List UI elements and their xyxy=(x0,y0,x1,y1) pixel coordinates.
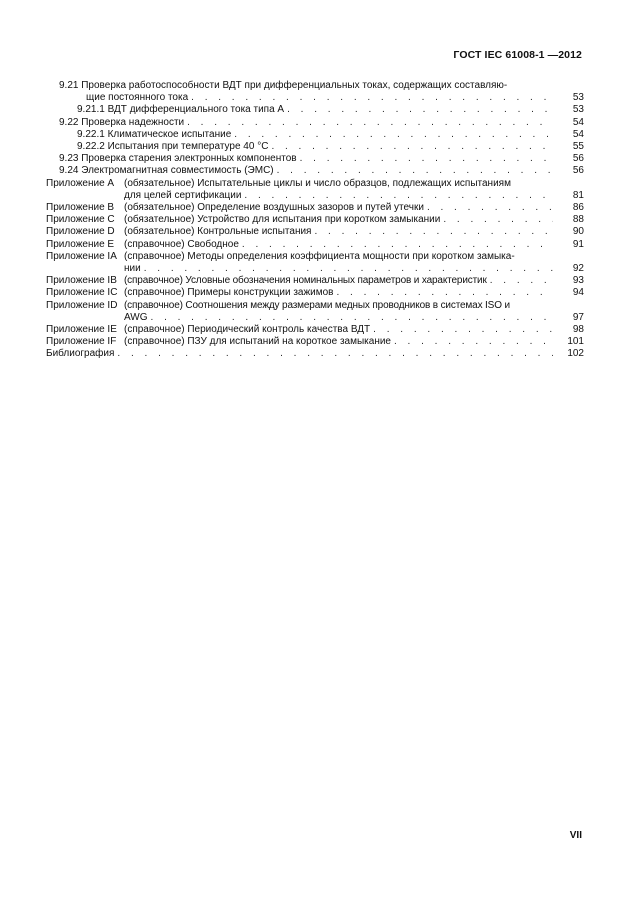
toc-entry-9-23 xyxy=(46,153,584,165)
toc-page-number: 54 xyxy=(572,128,584,140)
toc-entry-9-22 xyxy=(46,117,584,129)
leader-dots xyxy=(427,202,553,214)
toc-entry-label: 9.22.2 Испытания при температуре 40 °С xyxy=(77,141,269,153)
toc-entry-label: 9.21.1 ВДТ дифференциального тока типа А xyxy=(77,104,285,116)
toc-entry-label: (справочное) Соотношения между размерами медных проводников в системах ISO и xyxy=(124,299,510,311)
toc-entry-appendix-a-continued xyxy=(46,190,584,202)
toc-page-number: 88 xyxy=(572,214,584,226)
toc-page-number: 92 xyxy=(572,263,584,275)
toc-page-number: 90 xyxy=(572,226,584,238)
toc-entry-9-24 xyxy=(46,165,584,177)
leader-dots xyxy=(244,190,553,202)
leader-dots xyxy=(394,336,553,348)
toc-entry-appendix-ib xyxy=(46,275,584,287)
appendix-key: Приложение D xyxy=(46,226,115,238)
toc-entry-label: (обязательное) Определение воздушных зазоров и путей утечки xyxy=(124,202,424,214)
leader-dots xyxy=(277,165,553,177)
toc-page-number: 102 xyxy=(567,348,584,360)
toc-page-number: 98 xyxy=(572,324,584,336)
toc-entry-label: 9.23 Проверка старения электронных компонентов xyxy=(59,153,297,165)
toc-page-number: 56 xyxy=(572,153,584,165)
leader-dots xyxy=(373,324,553,336)
toc-entry-label: 9.21 Проверка работоспособности ВДТ при дифференциальных токах, содержащих составляю- xyxy=(59,80,508,91)
toc-entry-label: (обязательное) Устройство для испытания при коротком замыкании xyxy=(124,214,441,226)
leader-dots xyxy=(187,117,553,129)
appendix-key: Приложение В xyxy=(46,202,115,214)
toc-entry-appendix-a xyxy=(46,178,584,190)
toc-entry-appendix-if xyxy=(46,336,584,348)
toc-entry-label: 9.24 Электромагнитная совместимость (ЭМС) xyxy=(59,165,274,177)
appendix-key: Приложение Е xyxy=(46,238,115,250)
toc-page-number: 93 xyxy=(572,275,584,287)
toc-entry-label: 9.22.1 Климатическое испытание xyxy=(77,128,232,140)
appendix-key: Приложение ID xyxy=(46,299,118,311)
toc-entry-appendix-b xyxy=(46,202,584,214)
toc-page-number: 53 xyxy=(572,92,584,104)
toc-entry-label: (справочное) Условные обозначения номинальных параметров и характеристик xyxy=(124,275,487,287)
toc-entry-9-22-2 xyxy=(46,141,584,153)
leader-dots xyxy=(242,239,553,251)
page-number: VII xyxy=(569,830,582,841)
leader-dots xyxy=(300,153,553,165)
leader-dots xyxy=(144,263,553,275)
toc-page-number: 54 xyxy=(572,116,584,128)
toc-entry-label: Библиография xyxy=(46,348,115,360)
toc-entry-9-21 xyxy=(46,80,584,92)
toc-entry-label: нии xyxy=(124,263,141,275)
toc-entry-label: 9.22 Проверка надежности xyxy=(59,116,185,128)
toc-entry-appendix-c xyxy=(46,214,584,226)
toc-entry-label: (справочное) Примеры конструкции зажимов xyxy=(124,287,334,299)
appendix-key: Приложение IA xyxy=(46,250,117,262)
toc-page-number: 56 xyxy=(572,165,584,177)
toc-entry-label: (обязательное) Контрольные испытания xyxy=(124,226,312,238)
toc-page-number: 101 xyxy=(567,336,584,348)
toc-entry-appendix-ia xyxy=(46,251,584,263)
appendix-key: Приложение IF xyxy=(46,336,117,348)
toc-page-number: 55 xyxy=(572,141,584,153)
toc-entry-label: AWG xyxy=(124,311,148,323)
toc-entry-appendix-id-continued xyxy=(46,312,584,324)
leader-dots xyxy=(443,214,553,226)
toc-entry-9-21-continued xyxy=(46,92,584,104)
appendix-key: Приложение IC xyxy=(46,287,118,299)
toc-page-number: 81 xyxy=(572,189,584,201)
leader-dots xyxy=(191,92,553,104)
appendix-key: Приложение IE xyxy=(46,324,117,336)
leader-dots xyxy=(117,348,553,360)
toc-page-number: 91 xyxy=(572,238,584,250)
leader-dots xyxy=(151,312,553,324)
toc-entry-label: (справочное) Свободное xyxy=(124,238,239,250)
appendix-key: Приложение А xyxy=(46,177,115,189)
leader-dots xyxy=(490,275,553,287)
toc-entry-label: (справочное) Периодический контроль качества ВДТ xyxy=(124,324,371,336)
toc-entry-label: щие постоянного тока xyxy=(86,92,189,104)
toc-entry-bibliography xyxy=(46,348,584,360)
leader-dots xyxy=(337,287,554,299)
appendix-key: Приложение С xyxy=(46,214,115,226)
toc-entry-9-21-1 xyxy=(46,104,584,116)
appendix-key: Приложение IB xyxy=(46,275,117,287)
toc-entry-label: (обязательное) Испытательные циклы и число образцов, подлежащих испытаниям xyxy=(124,177,511,189)
toc-entry-appendix-ie xyxy=(46,324,584,336)
toc-entry-appendix-id xyxy=(46,300,584,312)
toc-entry-appendix-e xyxy=(46,239,584,251)
leader-dots xyxy=(314,226,553,238)
leader-dots xyxy=(287,104,553,116)
toc-page-number: 97 xyxy=(572,311,584,323)
toc-entry-label: (справочное) Методы определения коэффициента мощности при коротком замыка- xyxy=(124,250,515,262)
toc-page-number: 53 xyxy=(572,104,584,116)
toc-entry-label: (справочное) ПЗУ для испытаний на короткое замыкание xyxy=(124,336,391,348)
toc-page-number: 94 xyxy=(572,287,584,299)
toc-page-number: 86 xyxy=(572,202,584,214)
table-of-contents xyxy=(46,80,584,361)
leader-dots xyxy=(234,129,553,141)
toc-entry-appendix-ia-continued xyxy=(46,263,584,275)
toc-entry-appendix-d xyxy=(46,226,584,238)
toc-entry-appendix-ic xyxy=(46,287,584,299)
toc-entry-9-22-1 xyxy=(46,129,584,141)
leader-dots xyxy=(271,141,553,153)
document-header: ГОСТ IEC 61008-1 —2012 xyxy=(453,49,582,61)
toc-entry-label: для целей сертификации xyxy=(124,189,242,201)
